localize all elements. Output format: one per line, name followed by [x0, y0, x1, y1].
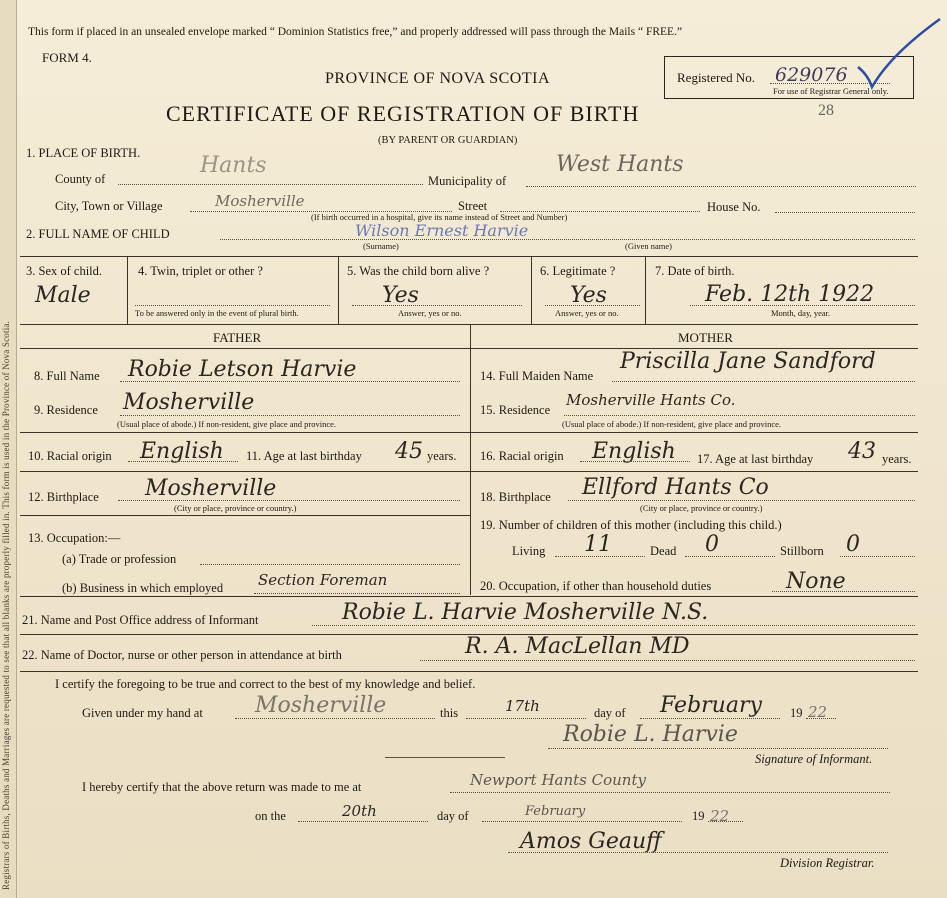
stillborn-label: Stillborn	[780, 544, 824, 558]
year-prefix: 19	[790, 706, 803, 720]
reg-month-value: February	[525, 804, 586, 819]
stillborn-value: 0	[846, 532, 860, 557]
registrar-place: Newport Hants County	[470, 771, 646, 789]
father-racial-line	[128, 461, 238, 462]
father-business-label: (b) Business in which employed	[62, 581, 224, 595]
date-line	[690, 305, 915, 306]
alive-line	[352, 305, 522, 306]
father-birthplace-line	[118, 500, 460, 501]
father-name-label: 8. Full Name	[34, 369, 100, 383]
mother-age-value: 43	[848, 439, 876, 464]
mother-residence-line	[564, 415, 915, 416]
alive-note: Answer, yes or no.	[398, 308, 462, 318]
informant-signature-line	[548, 748, 888, 749]
informant-value: Robie L. Harvie Mosherville N.S.	[342, 600, 709, 625]
informant-line	[312, 625, 915, 626]
mother-name-label: 14. Full Maiden Name	[480, 369, 594, 383]
municipality-label: Municipality of	[428, 174, 507, 188]
county-label: County of	[55, 172, 106, 186]
this-label: this	[440, 706, 459, 720]
living-value: 11	[584, 532, 612, 557]
mother-heading: MOTHER	[678, 330, 733, 345]
municipality-line	[526, 186, 916, 187]
registrar-text: I hereby certify that the above return was made to me at	[82, 780, 362, 794]
rule-v2	[338, 256, 339, 324]
house-label: House No.	[707, 200, 761, 214]
registered-label: Registered No.	[677, 70, 755, 85]
mother-birthplace-note: (City or place, province or country.)	[640, 503, 763, 513]
doctor-label: 22. Name of Doctor, nurse or other person in attendance at birth	[22, 648, 342, 662]
reg-day-value: 20th	[342, 802, 377, 820]
month-value: February	[660, 693, 762, 718]
county-value: Hants	[200, 153, 267, 178]
mother-birthplace-value: Ellford Hants Co	[582, 475, 769, 500]
registrar-caption: Division Registrar.	[780, 856, 875, 870]
surname-caption: (Surname)	[363, 241, 399, 251]
father-birthplace-label: 12. Birthplace	[28, 490, 99, 504]
informant-signature: Robie L. Harvie	[563, 722, 738, 747]
father-age-label: 11. Age at last birthday	[246, 449, 362, 463]
father-trade-line	[200, 564, 460, 565]
father-residence-line	[120, 415, 460, 416]
dead-line	[685, 556, 775, 557]
child-name-label: 2. FULL NAME OF CHILD	[26, 227, 170, 241]
year-line	[806, 718, 836, 719]
mother-occupation-value: None	[786, 569, 846, 594]
rule-v1	[127, 256, 128, 324]
rule-racial-top	[20, 432, 918, 433]
legit-line	[545, 305, 640, 306]
mother-birthplace-line	[568, 500, 915, 501]
father-birthplace-note: (City or place, province or country.)	[174, 503, 297, 513]
date-label: 7. Date of birth.	[655, 264, 735, 278]
rule-v4	[645, 256, 646, 324]
registrar-signature: Amos Geauff	[520, 829, 662, 854]
registrar-signature-line	[508, 852, 888, 853]
check-mark-icon	[850, 15, 947, 95]
dead-label: Dead	[650, 544, 677, 558]
mother-residence-value: Mosherville Hants Co.	[566, 391, 736, 409]
rule-doctor-bottom	[20, 671, 918, 672]
father-heading: FATHER	[213, 330, 262, 345]
mother-birthplace-label: 18. Birthplace	[480, 490, 551, 504]
reg-year-value: 22	[710, 807, 730, 825]
corner-mark: 28	[818, 102, 834, 119]
county-line	[118, 184, 423, 185]
mail-notice: This form if placed in an unsealed envelope marked “ Dominion Statistics free,” and properly addressed will pass through the Mails “ FREE.”	[28, 26, 683, 38]
date-value: Feb. 12th 1922	[705, 282, 875, 307]
sex-label: 3. Sex of child.	[26, 264, 103, 278]
page-title: CERTIFICATE OF REGISTRATION OF BIRTH	[166, 101, 640, 126]
father-birthplace-value: Mosherville	[145, 476, 277, 501]
given-place: Mosherville	[255, 693, 387, 718]
child-name-value: Wilson Ernest Harvie	[355, 221, 529, 240]
rule-row-bottom	[20, 324, 918, 325]
given-place-line	[235, 718, 435, 719]
certify-text: I certify the foregoing to be true and correct to the best of my knowledge and belief.	[55, 677, 476, 691]
hospital-note: (If birth occurred in a hospital, give its name instead of Street and Number)	[311, 212, 568, 222]
house-line	[775, 212, 915, 213]
father-name-value: Robie Letson Harvie	[128, 357, 357, 382]
sex-value: Male	[35, 283, 91, 308]
city-label: City, Town or Village	[55, 199, 163, 213]
reg-year-prefix: 19	[692, 809, 705, 823]
dead-value: 0	[705, 532, 719, 557]
father-racial-label: 10. Racial origin	[28, 449, 112, 463]
form-number: FORM 4.	[42, 50, 92, 65]
twin-line	[135, 305, 330, 306]
month-line	[640, 718, 780, 719]
father-business-value: Section Foreman	[258, 571, 388, 589]
province-heading: PROVINCE OF NOVA SCOTIA	[325, 70, 551, 87]
father-residence-note: (Usual place of abode.) If non-resident, give place and province.	[117, 419, 337, 429]
day-label: day of	[594, 706, 626, 720]
side-notice: Registrars of Births, Deaths and Marriages are requested to see that all blanks are properly filled in. This form is used in the Province of Nova Scotia.	[1, 320, 11, 890]
twin-note: To be answered only in the event of plural birth.	[135, 308, 299, 318]
reg-month-line	[482, 821, 682, 822]
given-label: Given under my hand at	[82, 706, 203, 720]
legit-value: Yes	[570, 283, 607, 308]
doctor-line	[420, 660, 915, 661]
mother-residence-note: (Usual place of abode.) If non-resident, give place and province.	[562, 419, 782, 429]
legit-note: Answer, yes or no.	[555, 308, 619, 318]
living-line	[555, 556, 645, 557]
mother-name-line	[612, 381, 915, 382]
alive-label: 5. Was the child born alive ?	[347, 264, 490, 278]
child-name-line	[220, 239, 915, 240]
doctor-value: R. A. MacLellan MD	[465, 634, 690, 659]
page-subtitle: (BY PARENT OR GUARDIAN)	[378, 135, 518, 146]
stillborn-line	[840, 556, 915, 557]
day-value: 17th	[505, 697, 540, 715]
mother-years-label: years.	[882, 452, 912, 466]
living-label: Living	[512, 544, 546, 558]
legit-label: 6. Legitimate ?	[540, 264, 616, 278]
mother-residence-label: 15. Residence	[480, 403, 551, 417]
mother-age-label: 17. Age at last birthday	[697, 452, 814, 466]
signature-stub-line	[385, 757, 505, 758]
registered-number: 629076	[775, 64, 848, 86]
reg-year-line	[708, 821, 743, 822]
twin-label: 4. Twin, triplet or other ?	[138, 264, 263, 278]
rule-row-top	[20, 256, 918, 257]
city-value: Mosherville	[215, 192, 305, 210]
mother-occupation-label: 20. Occupation, if other than household duties	[480, 579, 712, 593]
father-age-value: 45	[395, 439, 423, 464]
father-trade-label: (a) Trade or profession	[62, 552, 177, 566]
date-note: Month, day, year.	[771, 308, 831, 318]
registrar-note: For use of Registrar General only.	[773, 86, 889, 96]
father-years-label: years.	[427, 449, 457, 463]
registrar-place-line	[450, 792, 890, 793]
father-racial-value: English	[140, 439, 224, 464]
rule-occupation-top	[20, 515, 471, 516]
father-residence-label: 9. Residence	[34, 403, 98, 417]
rule-v3	[531, 256, 532, 324]
left-margin-strip	[0, 0, 17, 898]
informant-label: 21. Name and Post Office address of Informant	[22, 613, 259, 627]
father-residence-value: Mosherville	[123, 390, 255, 415]
street-label: Street	[458, 199, 488, 213]
father-name-line	[120, 381, 460, 382]
mother-racial-label: 16. Racial origin	[480, 449, 564, 463]
municipality-value: West Hants	[556, 152, 684, 177]
father-business-line	[254, 593, 460, 594]
informant-caption: Signature of Informant.	[755, 752, 873, 766]
children-label: 19. Number of children of this mother (including this child.)	[480, 518, 782, 532]
mother-occupation-line	[772, 591, 915, 592]
reg-day-line	[298, 821, 428, 822]
rule-parents-divider	[470, 324, 471, 595]
mother-racial-value: English	[592, 439, 676, 464]
place-of-birth-heading: 1. PLACE OF BIRTH.	[26, 146, 141, 160]
mother-name-value: Priscilla Jane Sandford	[620, 349, 876, 374]
mother-racial-line	[580, 461, 690, 462]
on-the-label: on the	[255, 809, 286, 823]
reg-day-label: day of	[437, 809, 469, 823]
alive-value: Yes	[382, 283, 419, 308]
year-value: 22	[808, 703, 828, 721]
day-line	[466, 718, 586, 719]
rule-racial-bottom	[20, 471, 918, 472]
father-occupation-label: 13. Occupation:—	[28, 531, 121, 545]
given-name-caption: (Given name)	[625, 241, 672, 251]
rule-parents-bottom	[20, 596, 918, 597]
